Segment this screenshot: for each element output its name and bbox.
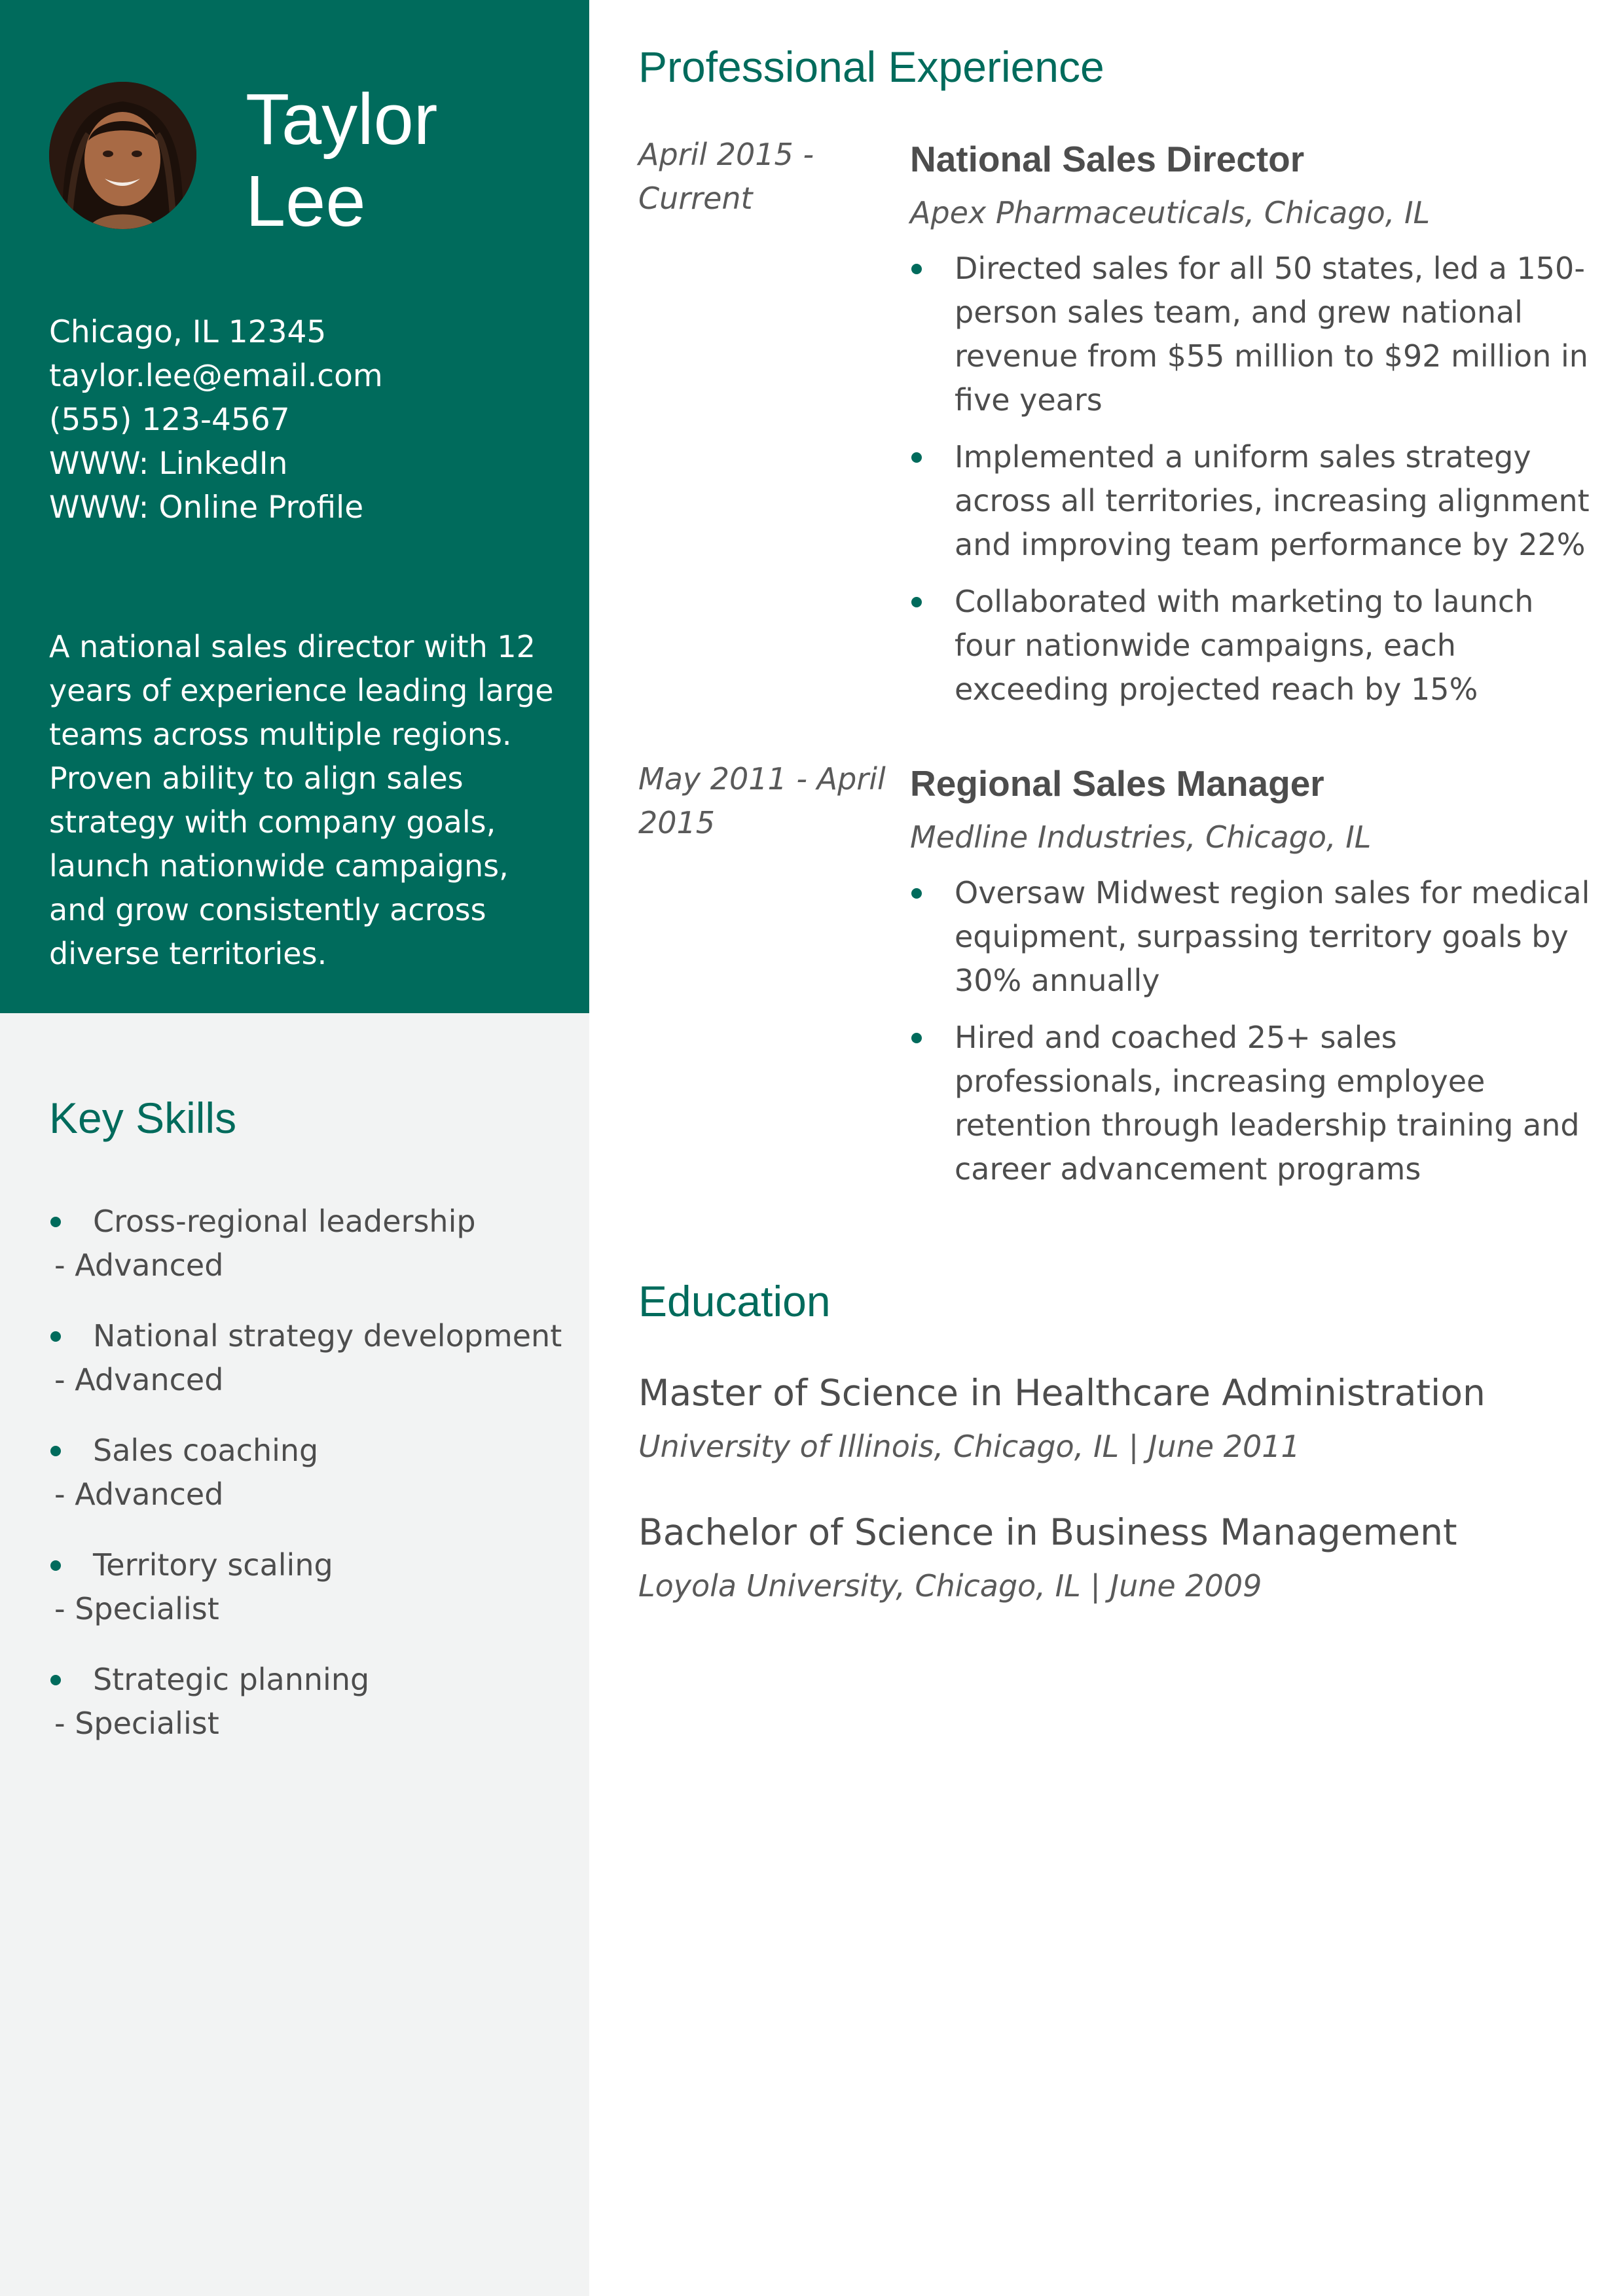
contact-address: Chicago, IL 12345 <box>49 314 327 350</box>
contact-email[interactable]: taylor.lee@email.com <box>49 358 383 394</box>
education-heading: Education <box>638 1277 831 1325</box>
skill-item <box>49 1658 573 1772</box>
job-bullet <box>910 247 1591 422</box>
education-degree: Bachelor of Science in Business Management <box>638 1511 1457 1553</box>
skill-level: - Specialist <box>54 1591 219 1626</box>
job-title: Regional Sales Manager <box>910 763 1324 804</box>
skill-item <box>49 1429 573 1543</box>
job-company: Medline Industries, Chicago, IL <box>910 819 1372 855</box>
skill-level: - Advanced <box>54 1362 224 1397</box>
job-bullet <box>910 580 1591 711</box>
education-entry <box>638 1370 1588 1469</box>
bullet-icon <box>50 1560 61 1571</box>
bullet-icon <box>911 888 922 899</box>
contact-linkedin[interactable]: WWW: LinkedIn <box>49 446 288 482</box>
job-bullet-text: Implemented a uniform sales strategy across all territories, increasing alignment and improving team performance by 22% <box>955 439 1590 562</box>
sidebar-header <box>0 0 589 1013</box>
job-bullet <box>910 1016 1591 1191</box>
skill-name: Strategic planning <box>93 1662 370 1697</box>
skill-level: - Specialist <box>54 1706 219 1741</box>
education-degree: Master of Science in Healthcare Administration <box>638 1372 1486 1414</box>
candidate-name <box>246 79 573 242</box>
skill-name: Sales coaching <box>93 1433 319 1468</box>
job-dates: May 2011 - April 2015 <box>638 761 886 840</box>
bullet-icon <box>50 1446 61 1456</box>
skills-heading: Key Skills <box>49 1094 237 1142</box>
job-bullet-text: Hired and coached 25+ sales professionals, increasing employee retention through leadership training and career advancement programs <box>955 1020 1580 1187</box>
skill-level: - Advanced <box>54 1247 224 1283</box>
skill-level: - Advanced <box>54 1477 224 1512</box>
skills-list <box>49 1200 573 1772</box>
experience-heading: Professional Experience <box>638 43 1104 91</box>
profile-summary: A national sales director with 12 years of experience leading large teams across multiple regions. Proven ability to align sales strategy with company goals, launch nationwide campaigns, and grow consistently across diverse territories. <box>49 629 554 971</box>
bullet-icon <box>911 452 922 463</box>
skill-name: Cross-regional leadership <box>93 1204 476 1239</box>
education-entry <box>638 1509 1588 1608</box>
bullet-icon <box>50 1331 61 1342</box>
contact-list <box>49 310 573 529</box>
first-name: Taylor <box>246 79 438 160</box>
job-company: Apex Pharmaceuticals, Chicago, IL <box>910 195 1431 230</box>
bullet-icon <box>50 1217 61 1227</box>
job-title: National Sales Director <box>910 139 1305 179</box>
bullet-icon <box>911 264 922 274</box>
contact-phone[interactable]: (555) 123-4567 <box>49 402 290 438</box>
skill-item <box>49 1314 573 1429</box>
job-bullet-text: Oversaw Midwest region sales for medical equipment, surpassing territory goals by 30% annually <box>955 875 1590 998</box>
education-school: University of Illinois, Chicago, IL | June 2011 <box>638 1429 1300 1464</box>
skill-name: Territory scaling <box>93 1547 333 1583</box>
job-bullet <box>910 435 1591 567</box>
sidebar <box>0 0 589 2296</box>
job-bullet <box>910 871 1591 1003</box>
bullet-icon <box>911 1033 922 1043</box>
job-bullet-text: Collaborated with marketing to launch four nationwide campaigns, each exceeding projected reach by 15% <box>955 584 1534 707</box>
job-details <box>910 757 1591 1204</box>
education-school: Loyola University, Chicago, IL | June 2009 <box>638 1568 1262 1604</box>
last-name: Lee <box>246 161 366 242</box>
contact-profile[interactable]: WWW: Online Profile <box>49 490 364 526</box>
job-bullets <box>910 247 1591 711</box>
avatar <box>49 82 196 229</box>
job-details <box>910 133 1591 725</box>
person-photo-icon <box>49 82 196 229</box>
job-bullet-text: Directed sales for all 50 states, led a 150-person sales team, and grew national revenue from $55 million to $92 million in five years <box>955 251 1588 418</box>
job-bullets <box>910 871 1591 1191</box>
job-dates: April 2015 - Current <box>638 137 814 216</box>
skill-item <box>49 1543 573 1658</box>
bullet-icon <box>911 597 922 607</box>
skill-item <box>49 1200 573 1314</box>
bullet-icon <box>50 1675 61 1685</box>
skill-name: National strategy development <box>93 1318 562 1354</box>
